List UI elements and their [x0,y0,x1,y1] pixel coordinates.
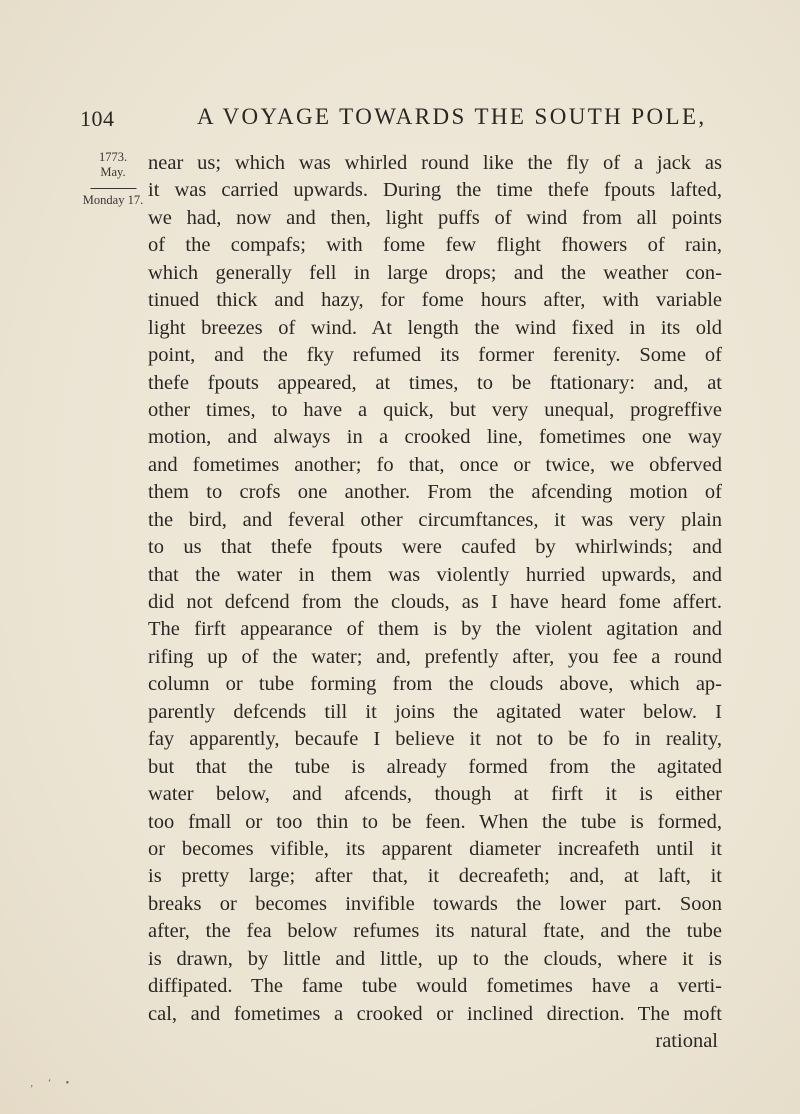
margin-month: May. [100,165,126,179]
text-line: point, and the fky refumed its former ferenity. Some of [148,344,722,367]
text-line: other times, to have a quick, but very unequal, progreffive [148,398,722,421]
text-line: them to crofs one another. From the afcending motion of [148,481,722,504]
text-line: water below, and afcends, though at firft it is either [148,783,722,806]
text-line: of the compafs; with fome few flight fhowers of rain, [148,234,722,257]
text-line: the bird, and feveral other circumftances, it was very plain [148,508,722,531]
margin-date-note [80,150,146,208]
text-line: light breezes of wind. At length the wind fixed in its old [148,316,722,339]
text-line: cal, and fometimes a crooked or inclined direction. The moft [148,1002,722,1025]
printer-marks: ‚ ‘ • [30,1078,76,1089]
text-line: or becomes vifible, its apparent diameter increafeth until it [148,837,722,860]
text-line: column or tube forming from the clouds above, which ap- [148,673,722,696]
text-line: which generally fell in large drops; and the weather con- [148,261,722,284]
text-line: that the water in them was violently hurried upwards, and [148,563,722,586]
page-header [80,94,720,134]
text-line: did not defcend from the clouds, as I have heard fome affert. [148,591,722,613]
text-line: we had, now and then, light puffs of wind from all points [148,206,722,229]
body-text [148,150,722,1055]
text-line: to us that thefe fpouts were caufed by whirlwinds; and [148,536,722,559]
text-line: it was carried upwards. During the time thefe fpouts lafted, [148,179,722,202]
text-line: tinued thick and hazy, for fome hours after, with variable [148,289,722,312]
text-line: too fmall or too thin to be feen. When the tube is formed, [148,810,722,833]
text-line: near us; which was whirled round like the fly of a jack as [148,152,722,174]
margin-brace-rule: ⎼⎼⎼⎼⎼ [90,181,136,192]
text-line: parently defcends till it joins the agitated water below. I [148,700,722,723]
text-line: The firft appearance of them is by the violent agitation and [148,618,722,641]
text-line: is drawn, by little and little, up to the clouds, where it is [148,947,722,970]
text-line: and fometimes another; fo that, once or twice, we obferved [148,453,722,476]
text-line: after, the fea below refumes its natural ftate, and the tube [148,920,722,943]
catchword: rational [655,1030,718,1052]
margin-day: Monday 17. [82,193,144,207]
text-line: thefe fpouts appeared, at times, to be ftationary: and, at [148,371,722,394]
page-number: 104 [80,106,115,131]
text-line: rifing up of the water; and, prefently after, you fee a round [148,645,722,668]
text-line: fay apparently, becaufe I believe it not to be fo in reality, [148,728,722,751]
margin-year: 1773. [98,150,128,164]
running-head: A VOYAGE TOWARDS THE SOUTH POLE, [197,104,707,129]
text-line: is pretty large; after that, it decreafeth; and, at laft, it [148,865,722,888]
text-line: motion, and always in a crooked line, fometimes one way [148,426,722,449]
text-line: diffipated. The fame tube would fometimes have a verti- [148,975,722,998]
text-line: breaks or becomes invifible towards the lower part. Soon [148,892,722,915]
text-line: but that the tube is already formed from the agitated [148,755,722,778]
